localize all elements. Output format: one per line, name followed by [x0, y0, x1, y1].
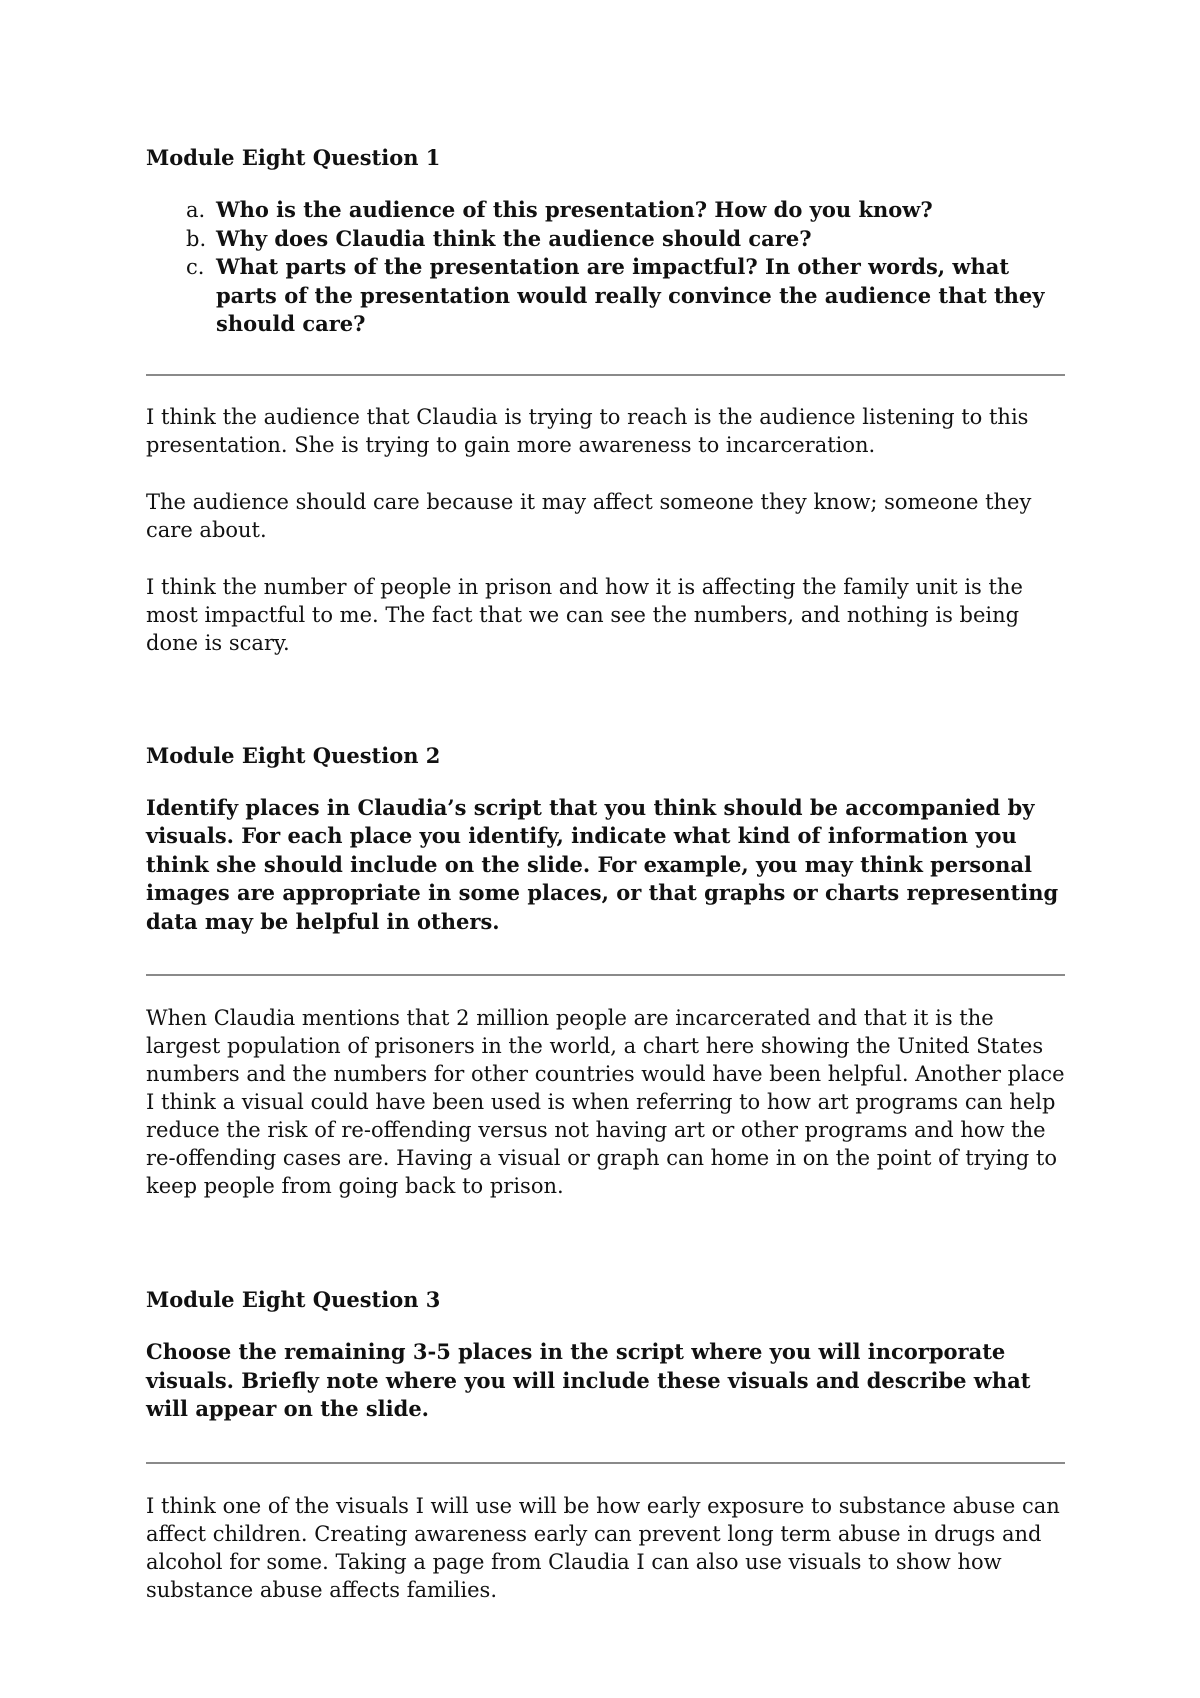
horizontal-rule: [146, 974, 1065, 976]
question-item: [186, 225, 1065, 254]
list-marker: a.: [186, 198, 206, 222]
section-heading: Module Eight Question 2: [146, 742, 441, 768]
question-3-section: [146, 1286, 1065, 1604]
answer-paragraph: When Claudia mentions that 2 million people are incarcerated and that it is the largest population of prisoners in the world, a chart here showing the United States numbers and the numbers for other countries would have been helpful. Another place I think a visual could have been used is when referring to how art programs can help reduce the risk of re-offending versus not having art or other programs and how the re-offending cases are. Having a visual or graph can home in on the point of trying to keep people from going back to prison.: [146, 1006, 1065, 1198]
question-item: [186, 196, 1065, 225]
answer-paragraph: I think one of the visuals I will use will be how early exposure to substance abuse can affect children. Creating awareness early can prevent long term abuse in drugs and alcohol for some. Taking a page from Claudia I can also use visuals to show how substance abuse affects families.: [146, 1493, 1060, 1602]
question-text: What parts of the presentation are impactful? In other words, what parts of the presentation would really convince the audience that they should care?: [216, 254, 1045, 336]
list-marker: c.: [186, 255, 205, 279]
question-prompt: Choose the remaining 3-5 places in the script where you will incorporate visuals. Briefly note where you will include these visuals and describe what will appear on the slide.: [146, 1339, 1031, 1421]
horizontal-rule: [146, 1462, 1065, 1464]
question-text: Who is the audience of this presentation? How do you know?: [216, 197, 933, 222]
question-list: [146, 196, 1065, 339]
question-prompt: Identify places in Claudia’s script that you think should be accompanied by visuals. For each place you identify, indicate what kind of information you think she should include on the slide. For example, you may think personal images are appropriate in some places, or that graphs or charts representing data may be helpful in others.: [146, 794, 1059, 934]
horizontal-rule: [146, 374, 1065, 376]
answer-paragraph: I think the audience that Claudia is trying to reach is the audience listening to this presentation. She is trying to gain more awareness to incarceration.: [146, 404, 1029, 457]
section-heading: Module Eight Question 3: [146, 1287, 441, 1312]
list-marker: b.: [186, 226, 207, 251]
question-1-section: [146, 144, 1065, 657]
answer-paragraph: I think the number of people in prison and how it is affecting the family unit is the most impactful to me. The fact that we can see the numbers, and nothing is being done is scary.: [146, 574, 1023, 655]
section-heading: Module Eight Question 1: [146, 145, 441, 170]
question-text: Why does Claudia think the audience should care?: [216, 225, 812, 251]
question-2-section: [146, 742, 1065, 1201]
answer-paragraph: The audience should care because it may affect someone they know; someone they care about.: [146, 489, 1032, 542]
question-item: [186, 253, 1065, 339]
